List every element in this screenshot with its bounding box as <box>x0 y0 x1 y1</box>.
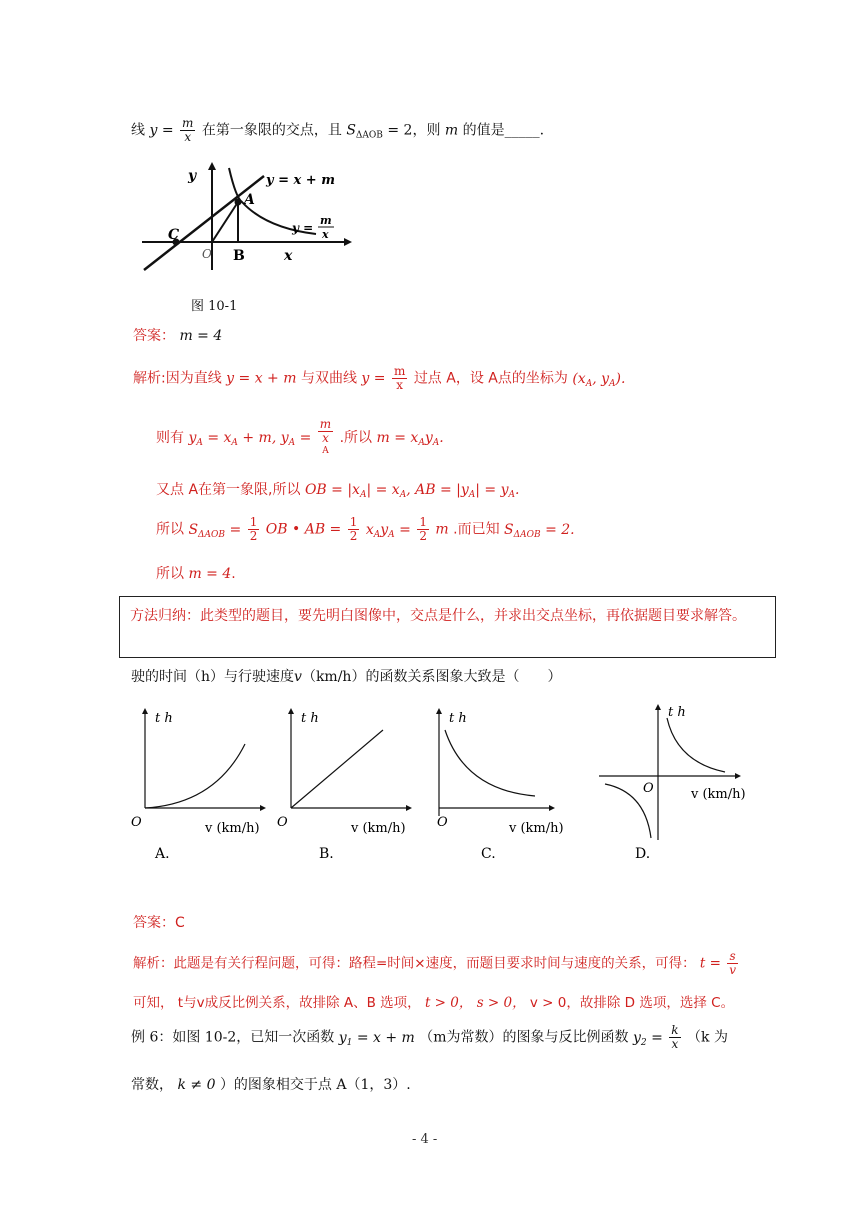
an1-l2-fraction <box>318 418 333 458</box>
analysis-1-line-4 <box>156 516 575 543</box>
method-summary-box <box>119 596 776 658</box>
an1-l4-half-3 <box>417 516 429 543</box>
an1-l2-den: x <box>322 431 329 445</box>
option-b-axis-v: v (km/h) <box>351 821 406 836</box>
an2-fraction <box>727 950 738 977</box>
an1-l2-h2: A <box>432 438 440 448</box>
q6-text2: （km/h）的函数关系图象大致是（ ） <box>301 669 562 685</box>
q6-v: v <box>294 669 302 685</box>
option-d-label: D. <box>635 846 651 862</box>
an1-l1-f: (x <box>572 370 586 387</box>
an1-l1-e: 过点 A，设 A点的坐标为 <box>413 370 568 387</box>
option-c-axis-v: v (km/h) <box>509 821 564 836</box>
q5-var: m <box>444 122 459 139</box>
an1-l4-h: m <box>435 521 449 538</box>
an1-l2-d2: A <box>288 438 296 448</box>
an1-l2-d: + m, y <box>242 430 289 446</box>
an2-l1: 解析：此题是有关行程问题，可得：路程=时间×速度，而题目要求时间与速度的关系，可得： <box>133 955 696 972</box>
answer-1 <box>133 325 222 345</box>
ex6-l1-b: y <box>338 1029 347 1046</box>
an1-l4-s2 <box>504 522 575 538</box>
fig1-label-c: C <box>168 227 180 243</box>
an1-l4-f2: A <box>388 529 395 540</box>
options-graphs <box>125 700 765 870</box>
an1-l4-prod <box>366 522 411 538</box>
an1-l4-s <box>188 522 241 538</box>
an1-l4-b: S <box>188 521 199 538</box>
ex6-l1-e2: 2 <box>640 1037 647 1048</box>
ex6-den: x <box>671 1037 679 1051</box>
option-c-graph <box>436 708 564 862</box>
an1-l4-half3-den: 2 <box>419 529 427 543</box>
analysis-1-line-1 <box>133 365 625 392</box>
an1-l5-a: 所以 <box>156 566 184 582</box>
ex6-l1-b2: 1 <box>346 1037 353 1048</box>
option-a-axis-t: t h <box>155 711 173 726</box>
an1-l1-b: y = x + m <box>226 370 297 387</box>
answer-2: 答案：C <box>133 915 185 931</box>
ex6-l1-eq <box>339 1030 415 1046</box>
an1-l4-k: = 2. <box>545 521 575 538</box>
ex6-fraction <box>669 1024 680 1051</box>
an1-l2-b: y <box>188 430 197 446</box>
an1-l2-i: . <box>439 430 444 446</box>
analysis-2-line-2 <box>133 991 734 1011</box>
answer-1-label: 答案： <box>133 328 175 344</box>
ex6-l1-g: （k 为 <box>687 1029 728 1046</box>
analysis-1-line-2 <box>156 418 444 458</box>
fig1-label-y: y <box>188 168 197 184</box>
an1-l2-c2: A <box>231 438 238 448</box>
an2-l2-a: 可知， <box>133 995 174 1011</box>
an1-l4-i: .而已知 <box>453 521 500 538</box>
option-c-origin: O <box>437 815 448 830</box>
option-d-axis-v: v (km/h) <box>691 787 746 802</box>
an1-l3-f: . <box>515 482 520 498</box>
option-d-axis-t: t h <box>668 705 686 720</box>
fig1-label-a: A <box>244 192 255 208</box>
an1-l1-fraction <box>392 365 407 392</box>
an1-l4-a: 所以 <box>156 521 184 538</box>
an1-l5-c: . <box>231 566 236 582</box>
ex6-l1-a: 例 6：如图 10-2，已知一次函数 <box>131 1029 335 1046</box>
an1-l2-g: m = x <box>376 430 419 446</box>
an1-l3-b: OB = |x <box>304 482 360 498</box>
fig1-label-curve-num: m <box>320 214 332 227</box>
an2-l2-e: v > 0，故排除 D 选项，选择 C。 <box>529 995 735 1011</box>
example-6-line-2 <box>131 1074 411 1094</box>
an1-l1-h: ). <box>615 370 626 387</box>
page-number: - 4 - <box>412 1132 438 1147</box>
an1-l2-g2: A <box>418 438 425 448</box>
q6-text: 驶的时间（h）与行驶速度 <box>131 669 295 685</box>
option-b-origin: O <box>277 815 288 830</box>
an1-l3-c2: A <box>399 490 407 500</box>
an1-l3-e2: A <box>508 490 516 500</box>
an1-l4-j: S <box>504 521 514 538</box>
question-5-line: 线 y = $\frac{m}{x}$ 在第一象限的交点，且 $S_{\Delta AOB} = 2$，则 m 的值是_____. <box>131 116 545 144</box>
q5-area-sub: ΔAOB <box>355 130 383 141</box>
ex6-l2-c: ）的图象相交于点 A（1，3）. <box>219 1077 411 1093</box>
an1-l4-b2: ΔAOB <box>198 529 226 540</box>
fig1-label-curve-den: x <box>322 228 329 241</box>
an1-l4-half-2 <box>348 516 360 543</box>
an1-l1-a: 解析:因为直线 <box>133 370 222 387</box>
an1-l3-d2: A <box>468 490 476 500</box>
an1-l2-eq <box>188 430 311 446</box>
analysis-1-line-5 <box>156 563 236 583</box>
an1-l1-g2: A <box>609 378 616 389</box>
fig1-label-x: x <box>284 248 293 264</box>
an1-l3-d: , AB = |y <box>406 482 469 498</box>
q5-area-symbol: S <box>346 122 356 139</box>
an1-l4-f: y <box>380 521 389 538</box>
an1-l4-half2-den: 2 <box>349 529 358 543</box>
question-6-line <box>131 666 561 686</box>
ex6-l1-e: y <box>633 1029 641 1046</box>
an1-l4-g: = <box>399 521 411 538</box>
an1-l4-e: x <box>365 521 374 538</box>
an1-l4-j2: ΔAOB <box>513 529 541 540</box>
an1-l2-c: = x <box>207 430 232 446</box>
an1-l5-b: m = 4 <box>188 566 232 582</box>
q5-tail: 的值是_____. <box>462 122 545 139</box>
an1-l2-h: y <box>424 430 433 446</box>
an1-l4-half2-num: 1 <box>349 515 358 529</box>
ex6-l1-d: （m为常数）的图象与反比例函数 <box>419 1029 629 1046</box>
ex6-l1-f: = <box>651 1029 663 1046</box>
an1-l4-e2: A <box>373 529 381 540</box>
answer-1-value: m = 4 <box>179 328 223 344</box>
fig1-label-curve-y: y = <box>292 221 314 235</box>
an1-l2-e: = <box>299 430 312 446</box>
option-c-label: C. <box>481 846 496 862</box>
option-a-axis-v: v (km/h) <box>205 821 260 836</box>
q5-mid: 在第一象限的交点，且 <box>201 122 342 139</box>
an1-l2-a: 则有 <box>156 430 184 446</box>
an1-l1-g: , y <box>592 370 609 387</box>
an1-l4-c: = <box>229 521 242 538</box>
an1-l2-f: .所以 <box>339 430 373 446</box>
option-a-graph <box>131 708 266 862</box>
an1-l2-eq2 <box>377 430 444 446</box>
option-d-origin: O <box>643 781 654 796</box>
an1-l3-a: 又点 A在第一象限,所以 <box>156 482 301 498</box>
an1-l4-d: OB • AB = <box>265 521 342 538</box>
q5-area-value: = 2，则 <box>387 122 441 139</box>
ex6-l2-a: 常数， <box>131 1077 173 1093</box>
option-b-label: B. <box>319 846 334 862</box>
option-a-label: A. <box>155 846 170 862</box>
an1-l1-num: m <box>393 364 406 378</box>
an1-l1-c: 与双曲线 <box>300 370 357 387</box>
option-d-graph <box>599 704 746 862</box>
an1-l2-num: m <box>319 417 332 431</box>
method-summary-text: 方法归纳：此类型的题目，要先明白图像中，交点是什么，并求出交点坐标，再依据题目要求解答。 <box>130 608 746 624</box>
an1-l2-b2: A <box>196 438 203 448</box>
ex6-l1-eq2 <box>633 1030 663 1046</box>
an1-l2-den2: A <box>322 446 329 456</box>
figure-10-1 <box>136 158 356 278</box>
an1-l1-coords <box>572 371 625 387</box>
ex6-l1-c: = x + m <box>356 1029 415 1046</box>
option-a-origin: O <box>131 815 142 830</box>
an2-t-eq: t = <box>699 955 721 972</box>
option-c-axis-t: t h <box>449 711 467 726</box>
an1-l3-b2: A <box>359 490 367 500</box>
example-6-line-1 <box>131 1024 728 1051</box>
an1-l3-eq <box>305 482 520 498</box>
fig1-label-b: B <box>233 248 245 264</box>
an2-s: s <box>729 949 736 963</box>
figure-caption: 图 10-1 <box>191 299 238 314</box>
an1-l1-d: y = <box>361 370 386 387</box>
ex6-num: k <box>671 1023 679 1037</box>
an2-v: v <box>729 963 737 977</box>
an1-l4-half-num: 1 <box>249 515 258 529</box>
option-b-graph <box>277 708 412 862</box>
analysis-1-line-3 <box>156 479 519 500</box>
q5-fraction: $\frac{m}{x}$ <box>182 116 194 144</box>
an1-l1-f2: A <box>585 378 593 389</box>
analysis-2-line-1 <box>133 950 740 977</box>
option-b-axis-t: t h <box>301 711 319 726</box>
q5-prefix: 线 <box>131 122 145 139</box>
an1-l3-c: | = x <box>366 482 400 498</box>
an1-l4-half-1 <box>248 516 260 543</box>
an2-l2-d: s > 0， <box>476 995 526 1011</box>
an2-l2-c: t > 0， <box>424 995 473 1011</box>
an1-l4-half3-num: 1 <box>419 515 427 529</box>
an2-l2-b: t与v成反比例关系，故排除 A、B 选项， <box>177 995 421 1011</box>
an1-l3-e: | = y <box>475 482 509 498</box>
an1-l4-half-den: 2 <box>249 529 258 543</box>
fig1-label-line: y = x + m <box>266 173 335 188</box>
ex6-l2-b: k ≠ 0 <box>177 1077 216 1093</box>
an1-l1-den: x <box>396 378 404 392</box>
fig1-label-o: O <box>202 247 212 261</box>
